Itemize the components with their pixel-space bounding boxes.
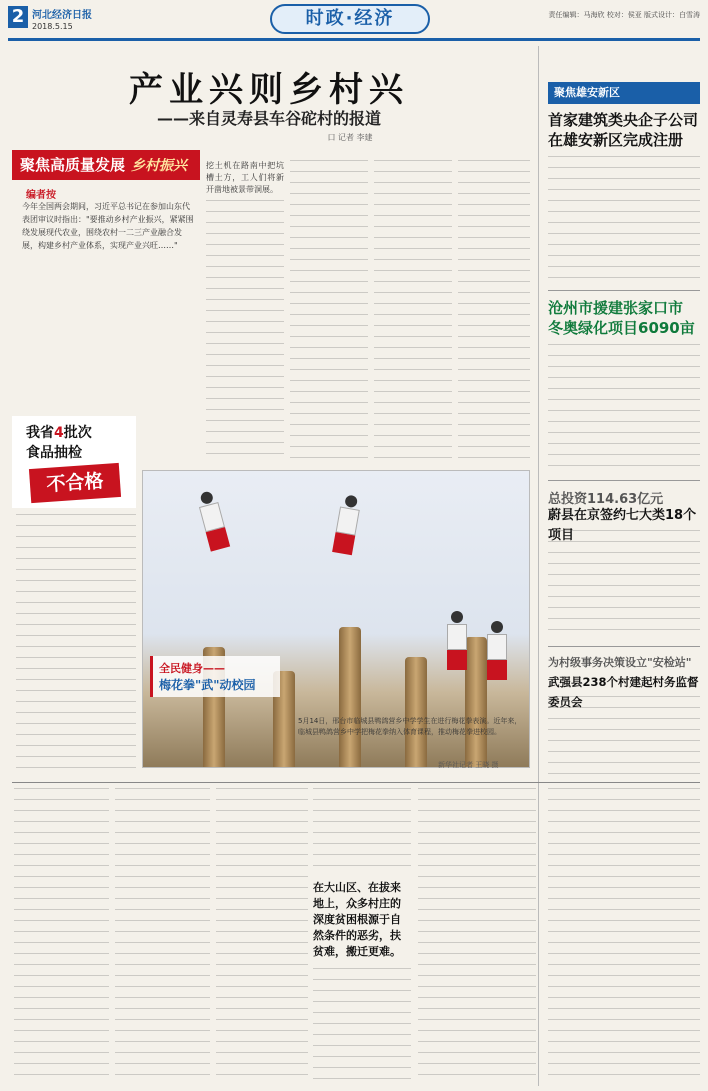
- food-box-line1-b: 批次: [63, 425, 92, 441]
- photo-label-line2: 梅花拳"武"动校园: [159, 678, 256, 692]
- lower-column-6: [548, 788, 700, 1084]
- story1-body: [548, 156, 700, 286]
- text-lines: [290, 160, 368, 460]
- text-lines: [216, 788, 308, 1084]
- story2-body: [548, 344, 700, 474]
- paper-name: 河北经济日报: [32, 10, 92, 21]
- story1-headline-line1: 首家建筑类央企子公司: [548, 111, 699, 129]
- student-figure: [328, 493, 366, 557]
- lower-column-2: [115, 788, 210, 1084]
- main-subhead: ——来自灵寿县车谷砣村的报道: [156, 109, 381, 128]
- top-rule: [8, 38, 700, 41]
- plum-pile: [405, 657, 427, 767]
- text-lines: [548, 156, 700, 286]
- photo-credit: 新华社记者 王晓 摄: [438, 761, 499, 769]
- publication-date: 2018.5.15: [32, 22, 73, 31]
- text-lines: [313, 788, 411, 874]
- lower-column-4-bottom: [313, 968, 411, 1084]
- food-box-digit: 4: [54, 425, 64, 441]
- food-box-line2: 食品抽检: [26, 445, 82, 461]
- story3-kicker: 总投资114.63亿元: [548, 492, 664, 507]
- right-divider: [548, 480, 700, 481]
- food-box-line1-a: 我省: [26, 425, 54, 441]
- photo-label-line1: 全民健身——: [159, 662, 225, 675]
- text-lines: [14, 788, 109, 1084]
- main-story-column-2: [290, 160, 368, 460]
- feature-banner-text: 聚焦高质量发展: [20, 156, 126, 174]
- story4-headline: 武强县238个村建起村务监督委员会: [548, 675, 699, 709]
- right-divider: [548, 646, 700, 647]
- editors-note-label: 编者按: [26, 190, 56, 201]
- text-lines: [115, 788, 210, 1084]
- text-lines: [458, 160, 530, 460]
- lower-story-headline: 在大山区、在拔来地上，众多村庄的深度贫困根源于自然条件的恶劣，扶贫难，搬迁更难。: [313, 881, 401, 958]
- unqualified-stamp: 不合格: [29, 463, 121, 503]
- story4-body: [548, 696, 700, 776]
- plum-pile: [339, 627, 361, 767]
- editor-credits: 责任编辑：马海欣 校对：侯亚 版式设计：白雪涛: [548, 11, 700, 19]
- food-inspection-box: [12, 416, 136, 508]
- text-lines: [548, 788, 700, 1084]
- right-divider: [548, 290, 700, 291]
- text-lines: [548, 344, 700, 474]
- lower-band-rule: [12, 782, 700, 783]
- main-headline: 产业兴则乡村兴: [129, 70, 409, 110]
- story3-headline: 蔚县在京签约七大类18个项目: [548, 508, 697, 543]
- text-lines: [418, 788, 536, 1084]
- main-story-column-3: [374, 160, 452, 460]
- student-figure: [443, 611, 471, 671]
- text-lines: [374, 160, 452, 460]
- student-figure: [483, 621, 511, 681]
- column-divider: [538, 46, 539, 1086]
- lower-column-4-top: [313, 788, 411, 874]
- feature-banner: [12, 150, 200, 180]
- photo-caption: 5月14日，邢台市临城县鸭鸽营乡中学学生在进行梅花拳表演。近年来，临城县鸭鸽营乡中学把梅花拳纳入体育课程，推动梅花拳进校园。: [298, 717, 522, 736]
- text-lines: [206, 200, 284, 460]
- student-figure: [192, 488, 235, 553]
- story2-headline-line1: 沧州市援建张家口市: [548, 299, 684, 317]
- main-story-lead: 挖土机在路南中把坑槽土方，工人们将新开凿地被景带洞展。: [206, 161, 284, 194]
- story3-body: [548, 530, 700, 640]
- lower-column-5: [418, 788, 536, 1084]
- section-title: 时政·经济: [270, 4, 430, 34]
- main-story-column-4: [458, 160, 530, 460]
- page-number: 2: [8, 6, 28, 28]
- story4-kicker: 为村级事务决策设立"安检站": [548, 656, 692, 669]
- main-story-column-1: [206, 160, 284, 460]
- photo-label: [150, 656, 280, 697]
- story1-headline-line2: 在雄安新区完成注册: [548, 131, 684, 149]
- masthead: [0, 0, 708, 46]
- text-lines: [16, 514, 136, 776]
- main-byline: 口 记者 李建: [327, 133, 373, 142]
- editors-note: 今年全国两会期间，习近平总书记在参加山东代表团审议时指出："要推动乡村产业振兴，紧紧围绕发展现代农业，围绕农村一二三产业融合发展，构建乡村产业体系，实现产业兴旺……": [22, 202, 194, 250]
- story2-headline-line2: 冬奥绿化项目6090亩: [548, 319, 695, 337]
- text-lines: [548, 530, 700, 640]
- xiongan-banner: 聚焦雄安新区: [548, 82, 700, 104]
- lower-column-3: [216, 788, 308, 1084]
- feature-banner-tail: 乡村振兴: [131, 158, 188, 174]
- text-lines: [313, 968, 411, 1084]
- lower-column-1: [14, 788, 109, 1084]
- food-box-line1: [26, 422, 92, 442]
- text-lines: [548, 696, 700, 776]
- food-story-column: [16, 514, 136, 776]
